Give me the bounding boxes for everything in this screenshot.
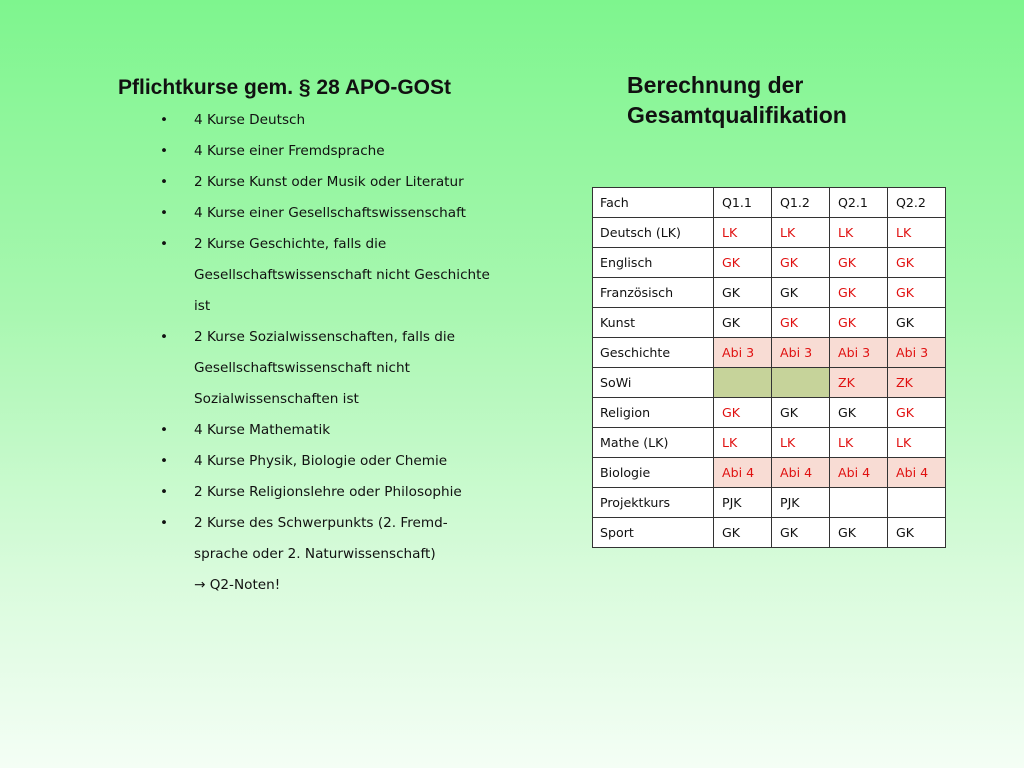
grade-cell: Abi 4 [714,458,772,488]
grade-cell: GK [888,308,946,338]
grade-cell: GK [714,308,772,338]
grade-cell: GK [714,278,772,308]
list-item-text: 4 Kurse einer Fremdsprache [194,143,385,159]
calculation-title: Berechnung der Gesamtqualifikation [627,72,847,128]
subject-cell: Religion [593,398,714,428]
grade-cell: GK [714,518,772,548]
subject-cell: Geschichte [593,338,714,368]
table-row [593,338,946,368]
list-item-text: 2 Kurse Sozialwissenschaften, falls die Gesellschaftswissenschaft nicht Sozialwissenschaften ist [194,329,456,407]
grade-cell: GK [714,398,772,428]
table-row [593,488,946,518]
grade-cell: LK [888,218,946,248]
list-item [160,322,494,415]
grade-cell: GK [772,398,830,428]
bullet-icon: • [160,329,169,345]
grade-cell [830,488,888,518]
table-row [593,248,946,278]
grade-cell: LK [888,428,946,458]
table-row [593,218,946,248]
list-item-text: 4 Kurse Deutsch [194,112,306,128]
list-item [160,105,494,136]
subject-cell: Kunst [593,308,714,338]
bullet-icon: • [160,515,169,531]
grade-cell: GK [830,398,888,428]
grade-cell: ZK [888,368,946,398]
bullet-icon: • [160,422,169,438]
grade-cell: LK [772,218,830,248]
grade-cell [714,368,772,398]
grade-cell: Abi 3 [830,338,888,368]
subject-cell: SoWi [593,368,714,398]
grade-cell: GK [888,248,946,278]
grade-cell: Abi 4 [888,458,946,488]
table-row [593,458,946,488]
column-header: Fach [593,188,714,218]
table-row [593,398,946,428]
grade-cell [772,368,830,398]
grade-cell: Abi 3 [714,338,772,368]
table-row [593,428,946,458]
grade-cell: GK [888,278,946,308]
table-row [593,518,946,548]
grade-cell: GK [772,248,830,278]
list-item-text: 2 Kurse Kunst oder Musik oder Literatur [194,174,464,190]
list-item [160,415,494,446]
list-item [160,136,494,167]
list-item-text: 4 Kurse Physik, Biologie oder Chemie [194,453,448,469]
grade-cell: LK [772,428,830,458]
list-item [160,167,494,198]
list-item [160,446,494,477]
table-row [593,278,946,308]
column-header: Q2.2 [888,188,946,218]
subject-cell: Französisch [593,278,714,308]
grade-cell: LK [714,428,772,458]
grade-cell: GK [830,518,888,548]
grade-cell: GK [888,398,946,428]
bullet-icon: • [160,112,169,128]
list-item-text: 2 Kurse des Schwerpunkts (2. Fremd-sprache oder 2. Naturwissenschaft) [194,515,448,562]
list-item [160,229,494,322]
subject-cell: Mathe (LK) [593,428,714,458]
list-item-text: 2 Kurse Religionslehre oder Philosophie [194,484,462,500]
list-item-text: 2 Kurse Geschichte, falls die Gesellschaftswissenschaft nicht Geschichte ist [194,236,490,314]
table-header-row [593,188,946,218]
list-item-text: 4 Kurse Mathematik [194,422,331,438]
bullet-icon: • [160,484,169,500]
table-row [593,368,946,398]
q2-note: → Q2-Noten! [194,577,281,593]
table-row [593,308,946,338]
grade-cell: LK [714,218,772,248]
grade-cell [888,488,946,518]
grade-cell: GK [830,248,888,278]
grade-cell: Abi 3 [888,338,946,368]
grade-cell: PJK [772,488,830,518]
list-item [160,198,494,229]
subject-cell: Projektkurs [593,488,714,518]
column-header: Q2.1 [830,188,888,218]
grade-cell: Abi 3 [772,338,830,368]
bullet-icon: • [160,174,169,190]
required-courses-list [160,105,494,601]
bullet-icon: • [160,236,169,252]
bullet-icon: • [160,205,169,221]
grade-cell: ZK [830,368,888,398]
list-item [160,477,494,508]
grade-cell: GK [772,518,830,548]
grade-cell: GK [772,278,830,308]
grade-cell: Abi 4 [772,458,830,488]
column-header: Q1.1 [714,188,772,218]
grade-cell: GK [772,308,830,338]
bullet-icon: • [160,453,169,469]
subject-cell: Biologie [593,458,714,488]
list-item-text: 4 Kurse einer Gesellschaftswissenschaft [194,205,466,221]
course-table [592,187,946,548]
required-courses-title: Pflichtkurse gem. § 28 APO-GOSt [118,76,451,99]
bullet-icon: • [160,143,169,159]
grade-cell: GK [714,248,772,278]
grade-cell: LK [830,218,888,248]
grade-cell: GK [830,308,888,338]
grade-cell: PJK [714,488,772,518]
grade-cell: GK [888,518,946,548]
subject-cell: Englisch [593,248,714,278]
subject-cell: Sport [593,518,714,548]
subject-cell: Deutsch (LK) [593,218,714,248]
list-item [160,508,494,570]
column-header: Q1.2 [772,188,830,218]
grade-cell: Abi 4 [830,458,888,488]
grade-cell: LK [830,428,888,458]
grade-cell: GK [830,278,888,308]
